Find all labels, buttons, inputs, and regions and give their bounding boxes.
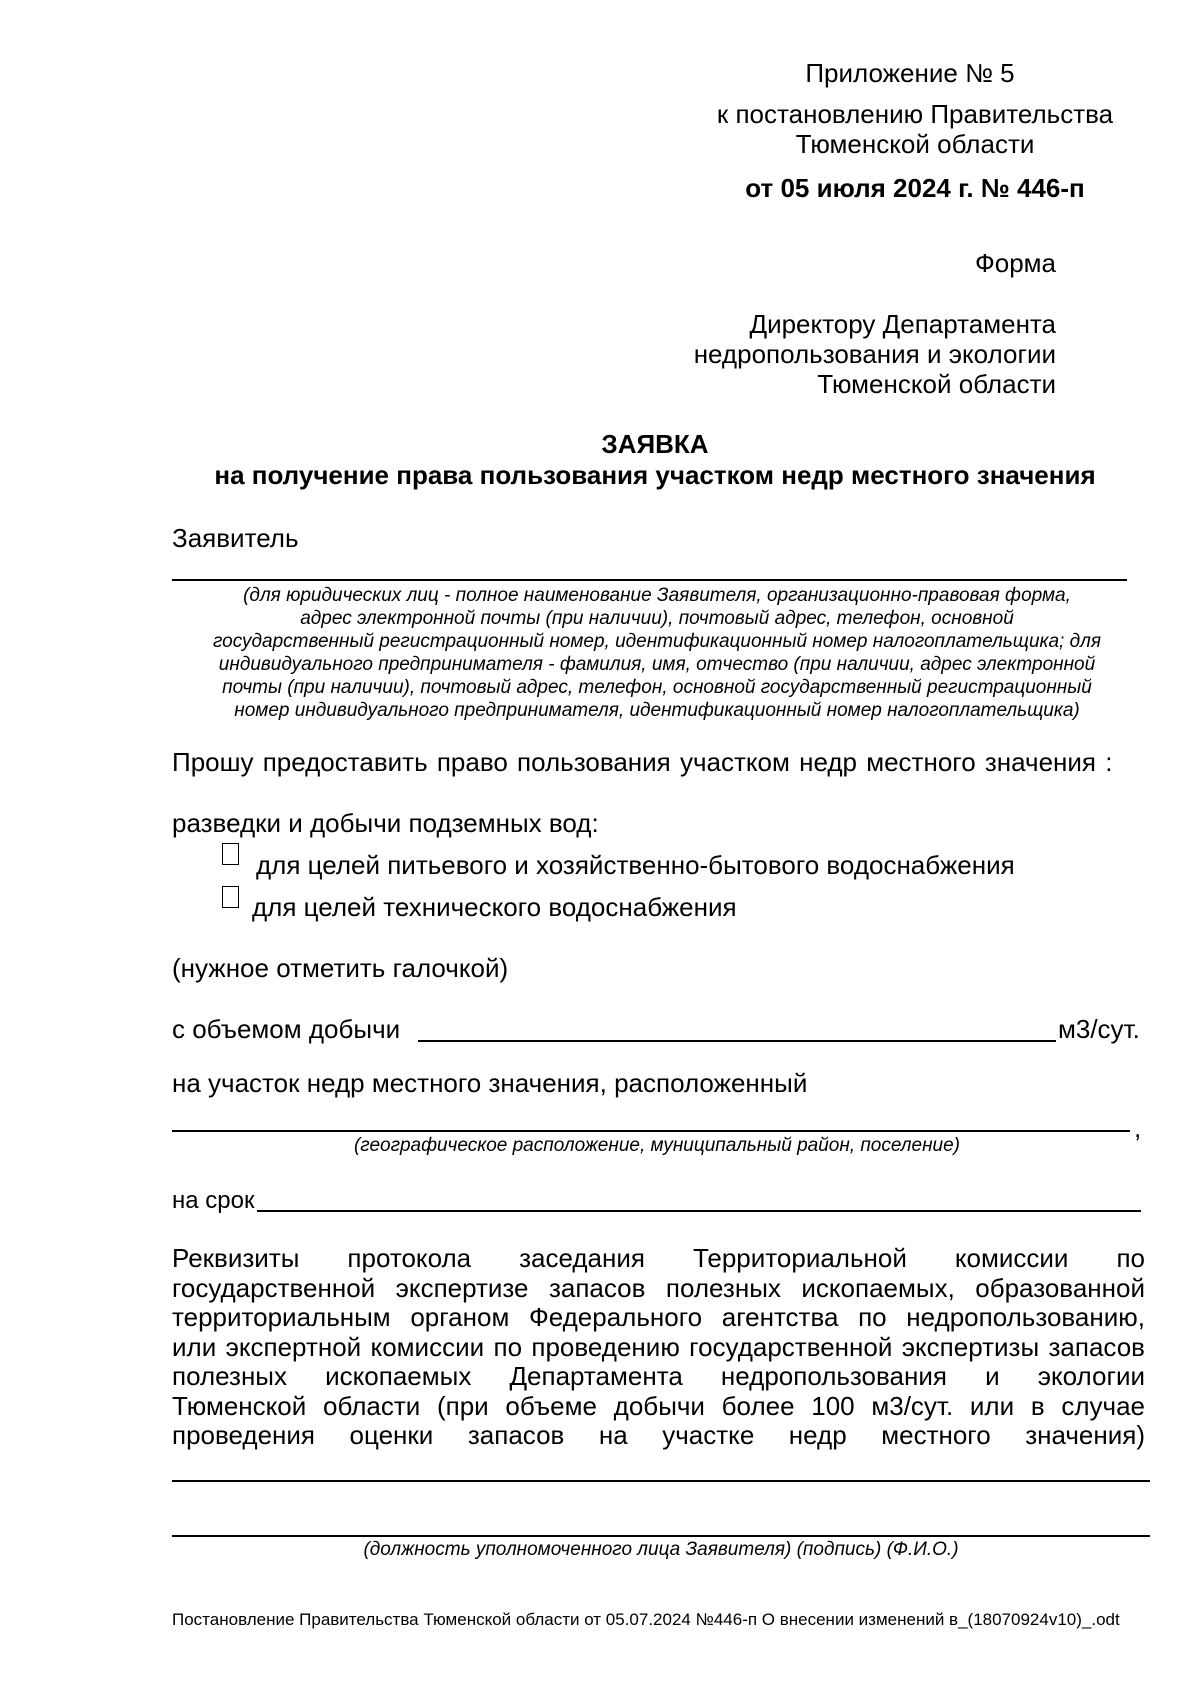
applicant-label: Заявитель bbox=[172, 523, 299, 553]
purpose-heading: разведки и добычи подземных вод: bbox=[172, 808, 599, 838]
volume-label: с объемом добычи bbox=[172, 1014, 401, 1044]
protocol-paragraph bbox=[172, 1244, 1145, 1451]
addressee-line2: недропользования и экологии bbox=[693, 339, 1056, 369]
protocol-line: территориальным органом Федерального агентства по недропользованию, bbox=[172, 1302, 1145, 1332]
applicant-hint-line: (для юридических лиц - полное наименование Заявителя, организационно-правовая форма, bbox=[243, 585, 1071, 606]
applicant-hint-line: почты (при наличии), почтовый адрес, телефон, основной государственный регистрационный bbox=[222, 677, 1092, 698]
protocol-input-line[interactable] bbox=[172, 1480, 1150, 1482]
form-label: Форма bbox=[974, 248, 1056, 278]
applicant-hint-line: государственный регистрационный номер, идентификационный номер налогоплательщика; для bbox=[213, 631, 1101, 652]
location-hint: (географическое расположение, муниципальный район, поселение) bbox=[353, 1135, 961, 1156]
term-label: на срок bbox=[172, 1187, 255, 1214]
protocol-line: государственной экспертизе запасов полезных ископаемых, образованной bbox=[172, 1272, 1145, 1303]
protocol-line: или экспертной комиссии по проведению государственной экспертизы запасов bbox=[172, 1331, 1145, 1362]
footer-filename: Постановление Правительства Тюменской области от 05.07.2024 №446-п О внесении изменений в_(18070924v10)_.odt bbox=[172, 1610, 1120, 1629]
annex-date-number: от 05 июля 2024 г. № 446-п bbox=[745, 173, 1085, 203]
applicant-hint-line: номер индивидуального предпринимателя, идентификационный номер налогоплательщика) bbox=[234, 700, 1080, 721]
addressee-line3: Тюменской области bbox=[817, 369, 1056, 399]
location-input-line[interactable] bbox=[172, 1130, 1130, 1132]
applicant-hint-line: индивидуального предпринимателя - фамилия, имя, отчество (при наличии, адрес электронной bbox=[218, 654, 1096, 675]
protocol-line: проведения оценки запасов на участке недр местного значения) bbox=[172, 1420, 1145, 1450]
option-technical-label: для целей технического водоснабжения bbox=[252, 892, 737, 922]
annex-reference-line1: к постановлению Правительства bbox=[716, 99, 1114, 129]
annex-title: Приложение № 5 bbox=[805, 58, 1015, 88]
protocol-line: Тюменской области (при объеме добычи более 100 м3/сут. или в случае bbox=[172, 1390, 1145, 1421]
location-label: на участок недр местного значения, расположенный bbox=[172, 1068, 808, 1098]
applicant-hint bbox=[172, 584, 1142, 722]
annex-reference-line2: Тюменской области bbox=[795, 129, 1035, 159]
volume-unit: м3/сут. bbox=[1058, 1014, 1140, 1044]
request-text: Прошу предоставить право пользования участком недр местного значения : bbox=[172, 747, 1113, 777]
protocol-line: Реквизиты протокола заседания Территориальной комиссии по bbox=[172, 1243, 1145, 1273]
option-drinking-label: для целей питьевого и хозяйственно-бытового водоснабжения bbox=[256, 850, 1015, 880]
term-input-line[interactable] bbox=[257, 1210, 1141, 1212]
document-title: ЗАЯВКА bbox=[601, 429, 709, 459]
check-note: (нужное отметить галочкой) bbox=[172, 953, 509, 983]
signature-hint: (должность уполномоченного лица Заявителя) (подпись) (Ф.И.О.) bbox=[363, 1539, 959, 1560]
applicant-input-line[interactable] bbox=[172, 579, 1127, 581]
protocol-line: полезных ископаемых Департамента недропользования и экологии bbox=[172, 1361, 1145, 1391]
option-drinking-checkbox[interactable] bbox=[222, 843, 239, 865]
applicant-hint-line: адрес электронной почты (при наличии), почтовый адрес, телефон, основной bbox=[300, 608, 1014, 629]
document-subtitle: на получение права пользования участком недр местного значения bbox=[214, 460, 1096, 490]
location-trailing-comma: , bbox=[1134, 1113, 1142, 1143]
addressee-line1: Директору Департамента bbox=[749, 309, 1056, 339]
option-technical-checkbox[interactable] bbox=[222, 886, 239, 908]
signature-input-line[interactable] bbox=[172, 1535, 1150, 1537]
volume-input-line[interactable] bbox=[418, 1040, 1056, 1042]
